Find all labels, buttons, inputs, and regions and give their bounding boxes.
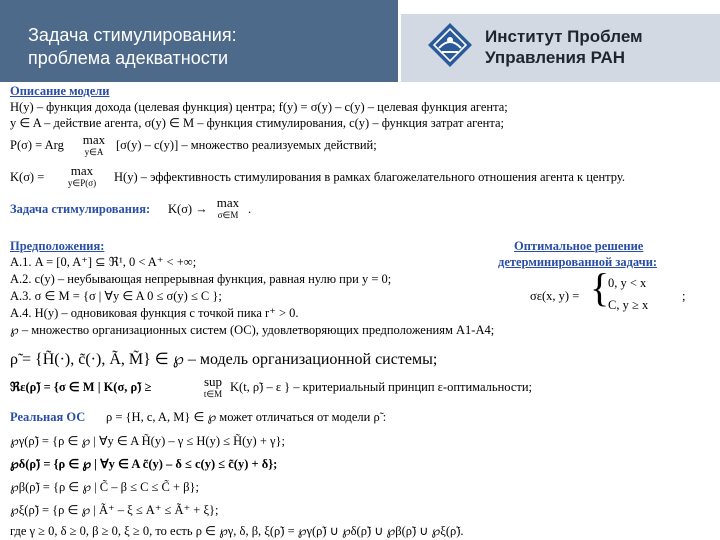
task-max: max — [216, 195, 240, 210]
criterion-right: K(t, ρ̃) – ε } – критериальный принцип ε-оптимальности; — [230, 380, 533, 394]
model-line2: y ∈ A – действие агента, σ(y) ∈ M – функция стимулирования, c(y) – функция затрат агента; — [10, 116, 504, 130]
institute-name — [485, 26, 643, 68]
task-end: . — [248, 202, 252, 216]
neighborhood-gamma: ℘γ(ρ̃) = {ρ ∈ ℘ | ∀y ∈ A H̃(y) – γ ≤ H(y) ≤ H̃(y) + γ}; — [10, 434, 286, 448]
slide-title-line1: Задача стимулирования: — [28, 25, 237, 45]
task-expr: K(σ) → — [168, 202, 208, 216]
realizable-max-sub: y∈A — [84, 147, 104, 157]
real-os-text: ρ = {H, c, A, M} ∈ ℘ может отличаться от модели ρ̃ : — [106, 410, 387, 424]
title-panel — [0, 0, 398, 82]
os-set-definition: ℘ – множество организационных систем (ОС), удовлетворяющих предположениям А1-А4; — [10, 323, 495, 337]
assumption-a2: А.2. c(y) – неубывающая непрерывная функция, равная нулю при y = 0; — [10, 272, 392, 286]
realizable-set-left: P(σ) = Arg — [10, 138, 64, 152]
criterion-sup-operator — [198, 375, 228, 401]
model-rho: ρ̃ = {H̃(·), c̃(·), Ã, M̃} ∈ ℘ – модель организационной системы; — [10, 351, 438, 368]
optimal-end: ; — [682, 289, 686, 303]
institute-name-line2: Управления РАН — [485, 48, 626, 67]
institute-name-line1: Институт Проблем — [485, 27, 643, 46]
efficiency-max-sub: y∈P(σ) — [67, 178, 97, 188]
assumption-a3: А.3. σ ∈ M = {σ | ∀y ∈ A 0 ≤ σ(y) ≤ C }; — [10, 289, 222, 303]
model-line1: H(y) – функция дохода (целевая функция) центра; f(y) = σ(y) – c(y) – целевая функция агента; — [10, 100, 508, 114]
task-max-sub: σ∈M — [217, 210, 239, 220]
slide-header — [0, 0, 720, 82]
optimal-case1: 0, y < x — [608, 276, 647, 290]
neighborhood-delta: ℘δ(ρ̃) = {ρ ∈ ℘ | ∀y ∈ A c̃(y) – δ ≤ c(y) ≤ c̃(y) + δ}; — [10, 457, 278, 471]
optimal-heading-line2: детерминированной задачи: — [498, 255, 658, 269]
neighborhood-beta: ℘β(ρ̃) = {ρ ∈ ℘ | C̃ – β ≤ C ≤ C̃ + β}; — [10, 480, 200, 494]
optimal-brace: { — [590, 265, 610, 310]
slide-title-line2: проблема адекватности — [28, 48, 229, 68]
model-heading: Описание модели — [10, 84, 110, 98]
ipu-ran-logo-icon — [427, 22, 473, 68]
criterion-left: ℜε(ρ̃) = {σ ∈ M | K(σ, ρ̃) ≥ — [10, 380, 152, 394]
task-label: Задача стимулирования: — [10, 202, 151, 216]
task-max-operator — [210, 196, 246, 222]
efficiency-max: max — [70, 163, 94, 178]
assumptions-heading: Предположения: — [10, 239, 105, 253]
real-os-label: Реальная ОС — [10, 410, 86, 424]
criterion-sup-sub: t∈M — [203, 389, 223, 399]
realizable-max-operator — [72, 133, 116, 159]
realizable-max: max — [82, 132, 106, 147]
criterion-sup: sup — [203, 374, 223, 389]
optimal-case2: C, y ≥ x — [608, 298, 649, 312]
neighborhood-xi: ℘ξ(ρ̃) = {ρ ∈ ℘ | Ã⁺ – ξ ≤ A⁺ ≤ Ã⁺ + ξ}; — [10, 503, 219, 517]
assumption-a4: А.4. H(y) – одновиковая функция с точкой пика r⁺ > 0. — [10, 306, 299, 320]
efficiency-left: K(σ) = — [10, 170, 45, 184]
optimal-heading-line1: Оптимальное решение — [514, 239, 644, 253]
efficiency-right: H(y) – эффективность стимулирования в рамках благожелательного отношения агента к центру. — [114, 170, 625, 184]
slide-title — [28, 24, 237, 70]
optimal-lhs: σε(x, y) = — [530, 289, 580, 303]
efficiency-max-operator — [54, 164, 110, 190]
institute-panel — [401, 14, 720, 82]
assumption-a1: А.1. A = [0, A⁺] ⊆ ℜ¹, 0 < A⁺ < +∞; — [10, 255, 197, 269]
neighborhood-union: где γ ≥ 0, δ ≥ 0, β ≥ 0, ξ ≥ 0, то есть ρ ∈ ℘γ, δ, β, ξ(ρ̃) = ℘γ(ρ̃) ∪ ℘δ(ρ̃) ∪ ℘β(ρ̃) ∪ ℘ξ(ρ̃). — [10, 524, 464, 538]
realizable-set-right: [σ(y) – c(y)] – множество реализуемых действий; — [116, 138, 377, 152]
